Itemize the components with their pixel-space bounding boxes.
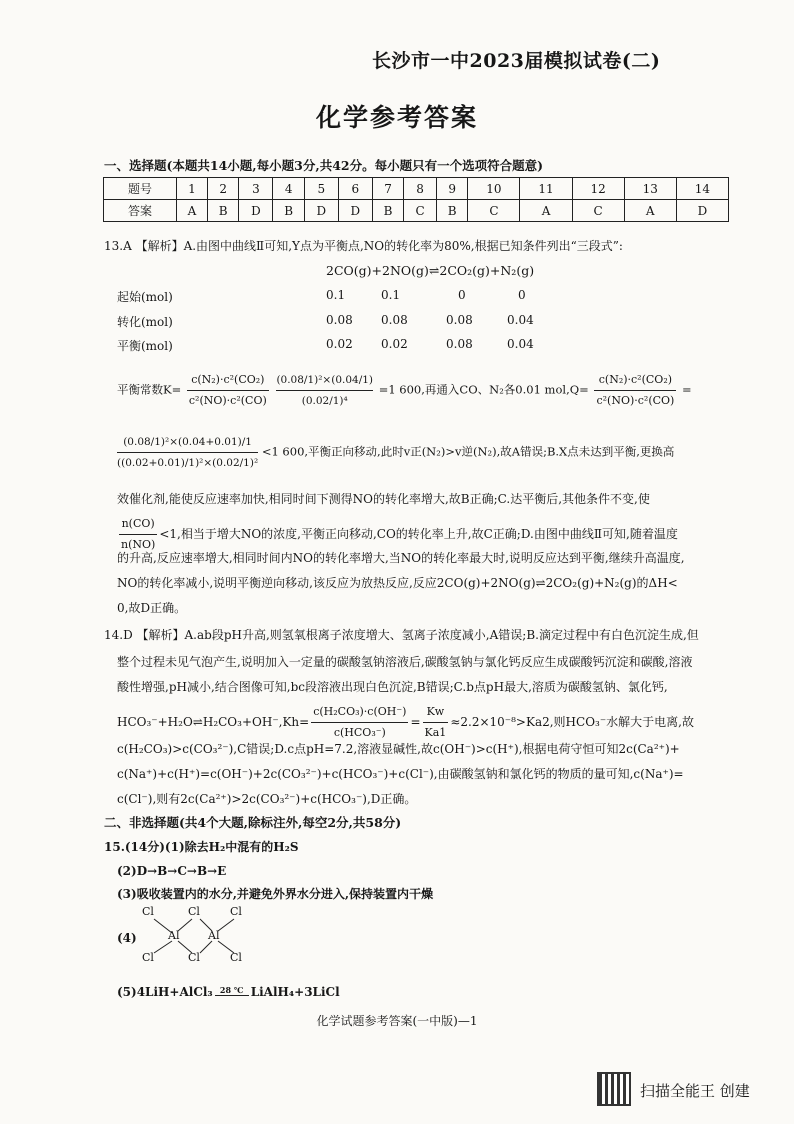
section-2-heading: 二、非选择题(共4个大题,除标注外,每空2分,共58分) bbox=[104, 815, 402, 830]
q13-equation: 2CO(g)+2NO(g)⇌2CO₂(g)+N₂(g) bbox=[326, 263, 535, 278]
exam-header: 长沙市一中2023届模拟试卷(二) bbox=[372, 50, 661, 72]
q13-intro: 13.A 【解析】A.由图中曲线Ⅱ可知,Y点为平衡点,NO的转化率为80%,根据已知条件列出“三段式”: bbox=[104, 239, 623, 253]
cl-atom: Cl bbox=[142, 905, 154, 918]
page-footer: 化学试题参考答案(一中版)—1 bbox=[316, 1014, 478, 1028]
q14-para-7: c(Cl⁻),则有2c(Ca²⁺)>2c(CO₃²⁻)+c(HCO₃⁻),D正确。 bbox=[117, 792, 417, 806]
q-calc-line: $\frac{\text{(0.08/1)²×(0.04+0.01)/1}}{\text{((0.02+0.01)/1)²×(0.02/1)²}}$ <1 600,平衡正向移动,此时v正(N₂)>v逆(N₂),故A错误;B.X点未达到平衡,更换高 bbox=[117, 432, 674, 473]
q13-para-3: 的升高,反应速率增大,相同时间内NO的转化率增大,当NO的转化率最大时,说明反应达到平衡,继续升高温度, bbox=[117, 551, 685, 565]
q15-line-3: (3)吸收装置内的水分,并避免外界水分进入,保持装置内干燥 bbox=[117, 887, 434, 901]
cl-atom: Cl bbox=[230, 905, 242, 918]
q14-para-3: 酸性增强,pH减小,结合图像可知,bc段溶液出现白色沉淀,B错误;C.b点pH最大,溶质为碳酸氢钠、氯化钙, bbox=[117, 680, 668, 694]
k-expression-line: 平衡常数K= $\frac{\text{c(N₂)·c²(CO₂)}}{\text{c²(NO)·c²(CO)}}$ $\frac{\text{(0.08/1)²×(0.04/1)}}{\text{(0.02/1)⁴}}$ =1 600,再通入CO、N₂各0.01 mol,Q= $\frac{\text{c(N₂)·c²(CO₂)}}{\text{c²(NO)·c²(CO)}}$ = bbox=[117, 370, 692, 411]
q15-line-4: (4) bbox=[117, 931, 137, 945]
q14-para-5: c(H₂CO₃)>c(CO₃²⁻),C错误;D.c点pH=7.2,溶液显碱性,故c(OH⁻)>c(H⁺),根据电荷守恒可知2c(Ca²⁺)+ bbox=[117, 742, 680, 756]
qr-code-icon bbox=[597, 1072, 631, 1106]
q14-para-4: HCO₃⁻+H₂O⇌H₂CO₃+OH⁻,Kh= $\frac{\text{c(H₂CO₃)·c(OH⁻)}}{\text{c(HCO₃⁻)}}$ = $\frac{Kw}{Ka1}$ ≈2.2×10⁻⁸>Ka2,则HCO₃⁻水解大于电离,故 bbox=[117, 702, 694, 743]
cl-atom: Cl bbox=[230, 951, 242, 964]
row-label-change: 转化(mol) bbox=[117, 315, 173, 329]
q13-para-1: 效催化剂,能使反应速率加快,相同时间下测得NO的转化率增大,故B正确;C.达平衡后,其他条件不变,使 bbox=[117, 492, 650, 506]
q14-para-6: c(Na⁺)+c(H⁺)=c(OH⁻)+2c(CO₃²⁻)+c(HCO₃⁻)+c(Cl⁻),由碳酸氢钠和氯化钙的物质的量可知,c(Na⁺)= bbox=[117, 767, 684, 781]
q15-line-2: (2)D→B→C→B→E bbox=[117, 864, 227, 878]
al-atom: Al bbox=[168, 929, 180, 942]
k-value-fraction: $\frac{\text{(0.08/1)²×(0.04/1)}}{\text{(0.02/1)⁴}}$ bbox=[276, 370, 373, 411]
row-label-equilibrium: 平衡(mol) bbox=[117, 339, 173, 353]
answer-table bbox=[103, 177, 729, 222]
scanner-watermark: 扫描全能王 创建 bbox=[640, 1082, 750, 1100]
cl-atom: Cl bbox=[142, 951, 154, 964]
al-atom: Al bbox=[208, 929, 220, 942]
table-row-numbers: 题号 1 2 3 4 5 6 7 8 9 10 11 12 13 14 bbox=[104, 178, 729, 200]
k-fraction: $\frac{\text{c(N₂)·c²(CO₂)}}{\text{c²(NO)·c²(CO)}}$ bbox=[187, 370, 269, 411]
row-label: 答案 bbox=[104, 200, 177, 222]
section-1-heading: 一、选择题(本题共14小题,每小题3分,共42分。每小题只有一个选项符合题意) bbox=[104, 158, 544, 173]
al2cl6-structure bbox=[140, 905, 260, 965]
cl-atom: Cl bbox=[188, 905, 200, 918]
table-row-answers: 答案 A B D B D D B C B C A C A D bbox=[104, 200, 729, 222]
q14-para-1: 14.D 【解析】A.ab段pH升高,则氢氧根离子浓度增大、氢离子浓度减小,A错误;B.滴定过程中有白色沉淀生成,但 bbox=[104, 628, 699, 642]
q-value-fraction: $\frac{\text{(0.08/1)²×(0.04+0.01)/1}}{\text{((0.02+0.01)/1)²×(0.02/1)²}}$ bbox=[117, 432, 258, 473]
cl-atom: Cl bbox=[188, 951, 200, 964]
q15-line-1: 15.(14分)(1)除去H₂中混有的H₂S bbox=[104, 840, 299, 854]
page-title: 化学参考答案 bbox=[315, 103, 478, 132]
row-label: 题号 bbox=[104, 178, 177, 200]
structure-bonds bbox=[140, 905, 260, 965]
q13-para-2: $\frac{n(CO)}{n(NO)}$ <1,相当于增大NO的浓度,平衡正向移动,CO的转化率上升,故C正确;D.由图中曲线Ⅱ可知,随着温度 bbox=[117, 514, 678, 555]
reaction-arrow: 28 ℃ bbox=[215, 986, 249, 1000]
row-label-start: 起始(mol) bbox=[117, 290, 173, 304]
q15-line-5: (5)4LiH+AlCl₃ 28 ℃ LiAlH₄+3LiCl bbox=[117, 984, 340, 999]
q13-para-4: NO的转化率减小,说明平衡逆向移动,该反应为放热反应,反应2CO(g)+2NO(g)⇌2CO₂(g)+N₂(g)的ΔH< bbox=[117, 576, 678, 590]
q13-para-5: 0,故D正确。 bbox=[117, 601, 187, 615]
q14-para-2: 整个过程未见气泡产生,说明加入一定量的碳酸氢钠溶液后,碳酸氢钠与氯化钙反应生成碳酸钙沉淀和碳酸,溶液 bbox=[117, 655, 693, 669]
q-fraction: $\frac{\text{c(N₂)·c²(CO₂)}}{\text{c²(NO)·c²(CO)}}$ bbox=[594, 370, 676, 411]
